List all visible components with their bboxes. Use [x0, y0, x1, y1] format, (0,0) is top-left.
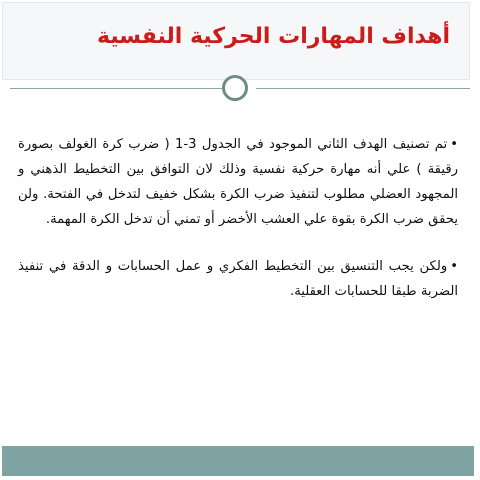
- title-divider-left: [10, 88, 222, 89]
- footer-band: [2, 446, 474, 476]
- bullet-icon: •: [450, 137, 458, 152]
- paragraph-text: تم تصنيف الهدف الثاني الموجود في الجدول 3-1 ( ضرب كرة الغولف بصورة رقيقة ) علي أنه مهارة حركية نفسية وذلك لان التوافق بين التخطيط الذهني و المجهود العضلي مطلوب لتنفيذ ضرب الكرة بشكل خفيف لتدخل في الفتحة. ولن يحقق ضرب الكرة بقوة علي العشب الأخضر أو تمني أن تدخل الكرة المهمة.: [18, 137, 458, 227]
- ring-ornament-icon: [222, 75, 248, 101]
- body-paragraph-2: [18, 254, 458, 304]
- paragraph-text: ولكن يجب التنسيق بين التخطيط الفكري و عمل الحسابات و الدقة في تنفيذ الضربة طبقا للحسابات العقلية.: [18, 259, 458, 299]
- title-divider-right: [256, 88, 470, 89]
- slide-title: أهداف المهارات الحركية النفسية: [96, 24, 450, 49]
- bullet-icon: •: [450, 259, 458, 274]
- body-paragraph-1: [18, 132, 458, 232]
- slide-body: [18, 132, 458, 304]
